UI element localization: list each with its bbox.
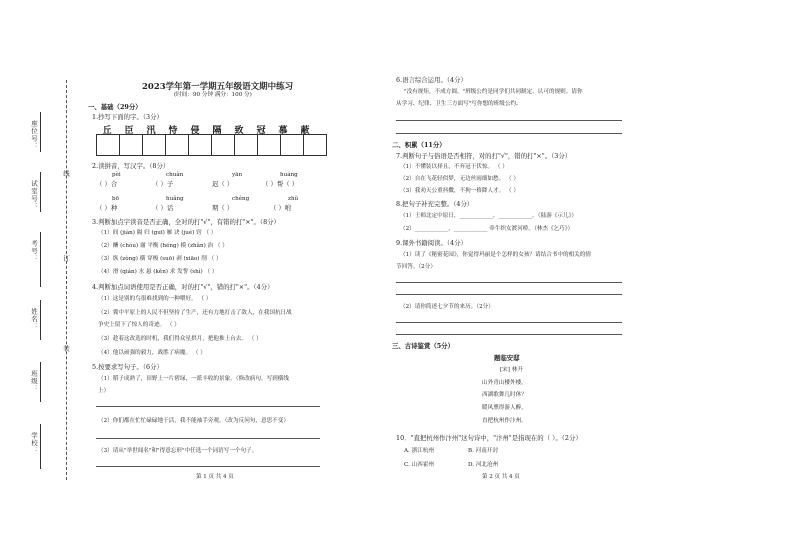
question-3: 3.判断加点字读音是否正确，全对的打"√"，有错的打"×"。（8分） (92, 218, 280, 226)
school-field[interactable] (40, 424, 41, 469)
answer-line[interactable] (96, 406, 320, 407)
q4-item: 争史上留下了惊人的奇迹。 （ ） (98, 322, 180, 328)
hanzi-blank[interactable]: （ ）话 (152, 204, 174, 212)
q7-item: （3）我劝天公重抖擞，不拘一格降人才。 （ ） (400, 188, 519, 194)
section-3-heading: 三、古诗鉴赏（5分） (392, 342, 454, 350)
q9-item: （1）读了《秘密花园》，你觉得玛丽是个怎样的女孩？请结合书中的相关的情 (400, 252, 591, 258)
q6-text: 从学习、纪律、卫生三方面写"写你想的班级公约。 (396, 101, 522, 107)
copy-char: 蔽 (300, 126, 310, 136)
poem-line: 西湖歌舞几时休？ (482, 392, 527, 398)
writing-cell[interactable] (211, 134, 235, 156)
hanzi-blank[interactable]: （ ）帮（ ） (262, 180, 299, 188)
pinyin: huáng (280, 172, 298, 178)
side-label-room: 试室号： (30, 180, 38, 210)
hanzi-blank[interactable]: 迟（ ） (212, 180, 234, 188)
poem-author: [宋] 林升 (500, 367, 523, 373)
writing-cell[interactable] (142, 134, 166, 156)
poem-line: 山外青山楼外楼， (482, 380, 527, 386)
question-6: 6.语言综合运用。（4分） (396, 76, 467, 84)
q3-item: （3）纵 (zòng) 横 穿梭 (suō) 剥 (xiāo) 削 （ ） (98, 256, 222, 262)
q5-item: （1）稻子成熟了，田野上一片碧绿，一派丰收的景象。（修改病句，写到横线 (98, 376, 289, 382)
writing-cell[interactable] (96, 134, 120, 156)
copy-char: 致 (234, 126, 244, 136)
pinyin: zhǔ (288, 196, 299, 202)
answer-line[interactable] (396, 120, 622, 121)
q6-text: "没有规矩，不成方圆。"班级公约是同学们共同制定、认可的规则。请你 (404, 89, 583, 95)
pinyin: chuàn (166, 172, 184, 178)
pinyin: bō (112, 196, 119, 202)
answer-line[interactable] (396, 282, 622, 283)
copy-char: 侵 (190, 126, 200, 136)
question-5: 5.按要求写句子。（6分） (92, 363, 163, 371)
q10-option-b[interactable]: B. 河南开封 (468, 448, 499, 454)
hanzi-blank[interactable]: （ ）子 (152, 180, 174, 188)
question-4: 4.判断加点词语使用是否正确，对的打"√"，错的打"×"。（4分） (92, 283, 274, 291)
section-1-heading: 一、基础（29分） (88, 103, 142, 111)
exam-id-field[interactable] (40, 232, 41, 287)
pinyin: pèi (112, 172, 121, 178)
binding-dashed-line (66, 80, 67, 480)
q3-item: （1）间 (jiàn) 隔 归 (guī) 雁 诀 (jué) 窍 （ ） (98, 230, 217, 236)
pinyin: chéng (232, 196, 250, 202)
side-label-school: 学校： (30, 432, 38, 455)
q5-item: （3）请从"举世闻名"和"得意忘形"中任选一个词语写一个句子。 (98, 448, 258, 454)
hanzi-blank[interactable]: 期（ ） (212, 204, 234, 212)
q7-item: （2）自在飞花轻似梦，无边丝雨细如愁。 （ ） (400, 176, 519, 182)
copy-char: 隔 (212, 126, 222, 136)
section-2-heading: 二、积累（11分） (392, 141, 446, 149)
binding-mark-staple: 订 (62, 255, 70, 263)
q10-option-a[interactable]: A. 浙江杭州 (404, 448, 434, 454)
exam-title: 2023学年第一学期五年级语文期中练习 (142, 82, 294, 92)
copy-char: 慕 (278, 126, 288, 136)
copy-char: 汛 (146, 126, 156, 136)
writing-cell[interactable] (234, 134, 258, 156)
answer-line[interactable] (396, 294, 622, 295)
q7-item: （1）不懂装以择且，不弃冠于伏惊。 （ ） (400, 164, 508, 170)
binding-mark-line: 线 (62, 170, 70, 178)
writing-cell[interactable] (165, 134, 189, 156)
exam-subtitle: (时间：90 分钟 满分：100 分) (174, 92, 252, 98)
writing-grid (96, 134, 326, 156)
side-label-name: 姓名： (30, 308, 38, 331)
page-1-footer: 第 1 页 共 4 页 (196, 474, 234, 480)
q4-item: （3）趁着这改选的时机，我们得众星拱月，把他推上台去。 （ ） (98, 336, 262, 342)
writing-cell[interactable] (119, 134, 143, 156)
q10-option-c[interactable]: C. 山西霍州 (404, 462, 435, 468)
hanzi-blank[interactable]: （ ）咐 (270, 204, 292, 212)
answer-line[interactable] (396, 322, 622, 323)
copy-char: 冠 (256, 126, 266, 136)
q4-item: （4）他以顽强的毅力，战胜了病魔。 （ ） (98, 350, 206, 356)
copy-char: 臣 (124, 126, 134, 136)
q8-item[interactable]: （1）王师北定中原日，____________，____________。（陆游《示儿》） (400, 213, 577, 219)
writing-cell[interactable] (257, 134, 281, 156)
pinyin: huǎng (166, 196, 184, 202)
side-label-class: 班级： (30, 370, 38, 393)
class-field[interactable] (40, 362, 41, 402)
pinyin: yān (232, 172, 243, 178)
copy-char: 恃 (168, 126, 178, 136)
binding-mark-bind: 装 (62, 345, 70, 353)
poem-line: 暖风熏得游人醉， (482, 405, 527, 411)
writing-cell[interactable] (280, 134, 304, 156)
hanzi-blank[interactable]: （ ）种 (96, 204, 118, 212)
question-9: 9.课外书籍阅读。（4分） (396, 239, 467, 247)
writing-cell[interactable] (188, 134, 212, 156)
q8-item[interactable]: （2）____________，____________ 牵牛织女渡河桥。（林杰《乞巧》） (400, 226, 574, 232)
answer-line[interactable] (396, 133, 622, 134)
question-10: 10．"直把杭州作汴州"这句诗中，"汴州"是指现在的（ ）。（2分） (396, 434, 582, 442)
q4-item: （2）冀中平原上的人民不但坚持了生产，还有力地打击了敌人，在我国抗日战 (98, 310, 292, 316)
q3-item: （4）滑 (qián) 水 悬 (kěn) 求 发誓 (shì) （ ） (98, 269, 218, 275)
poem-line: 直把杭州作汴州。 (482, 418, 527, 424)
answer-line[interactable] (96, 438, 320, 439)
page-2-footer: 第 2 页 共 4 页 (482, 474, 520, 480)
side-label-seat: 座位号： (30, 120, 38, 150)
room-number-field[interactable] (40, 172, 41, 212)
question-8: 8.把句子补充完整。（4分） (396, 200, 474, 208)
question-7: 7.判断句子与俗语是否相符，对的打"√"，错的打"×"。（3分） (396, 152, 572, 160)
hanzi-blank[interactable]: （ ）合 (96, 180, 118, 188)
copy-char: 丘 (102, 126, 112, 136)
side-label-exam-id: 考号： (30, 240, 38, 263)
q5-item: 上） (98, 388, 110, 394)
q9-item: 节回答。（2分） (396, 264, 436, 270)
q10-option-d[interactable]: D. 河北沧州 (468, 462, 499, 468)
answer-line[interactable] (396, 334, 622, 335)
q4-item: （1）这是别的鸟很难找到的一种喂好。 （ ） (98, 296, 212, 302)
writing-cell[interactable] (303, 134, 327, 156)
question-2: 2.读拼音，写汉字。（8分） (92, 162, 170, 170)
name-field[interactable] (40, 300, 41, 340)
q9-item: （2）请你简述七夕节的来历。（2分） (400, 304, 494, 310)
seat-number-field[interactable] (40, 112, 41, 152)
binding-sidebar (28, 80, 78, 480)
answer-line[interactable] (96, 466, 320, 467)
q3-item: （2）酬 (chóu) 谢 平衡 (héng) 模 (zhǎn) 治 （ ） (98, 243, 228, 249)
poem-title: 题临安邸 (494, 354, 520, 362)
q5-item: （2）你们都在忙忙碌碌地干活，我不能袖手旁观。（改为反问句，意思不变） (98, 418, 289, 424)
question-1: 1.抄写下面的字。（3分） (92, 113, 163, 121)
